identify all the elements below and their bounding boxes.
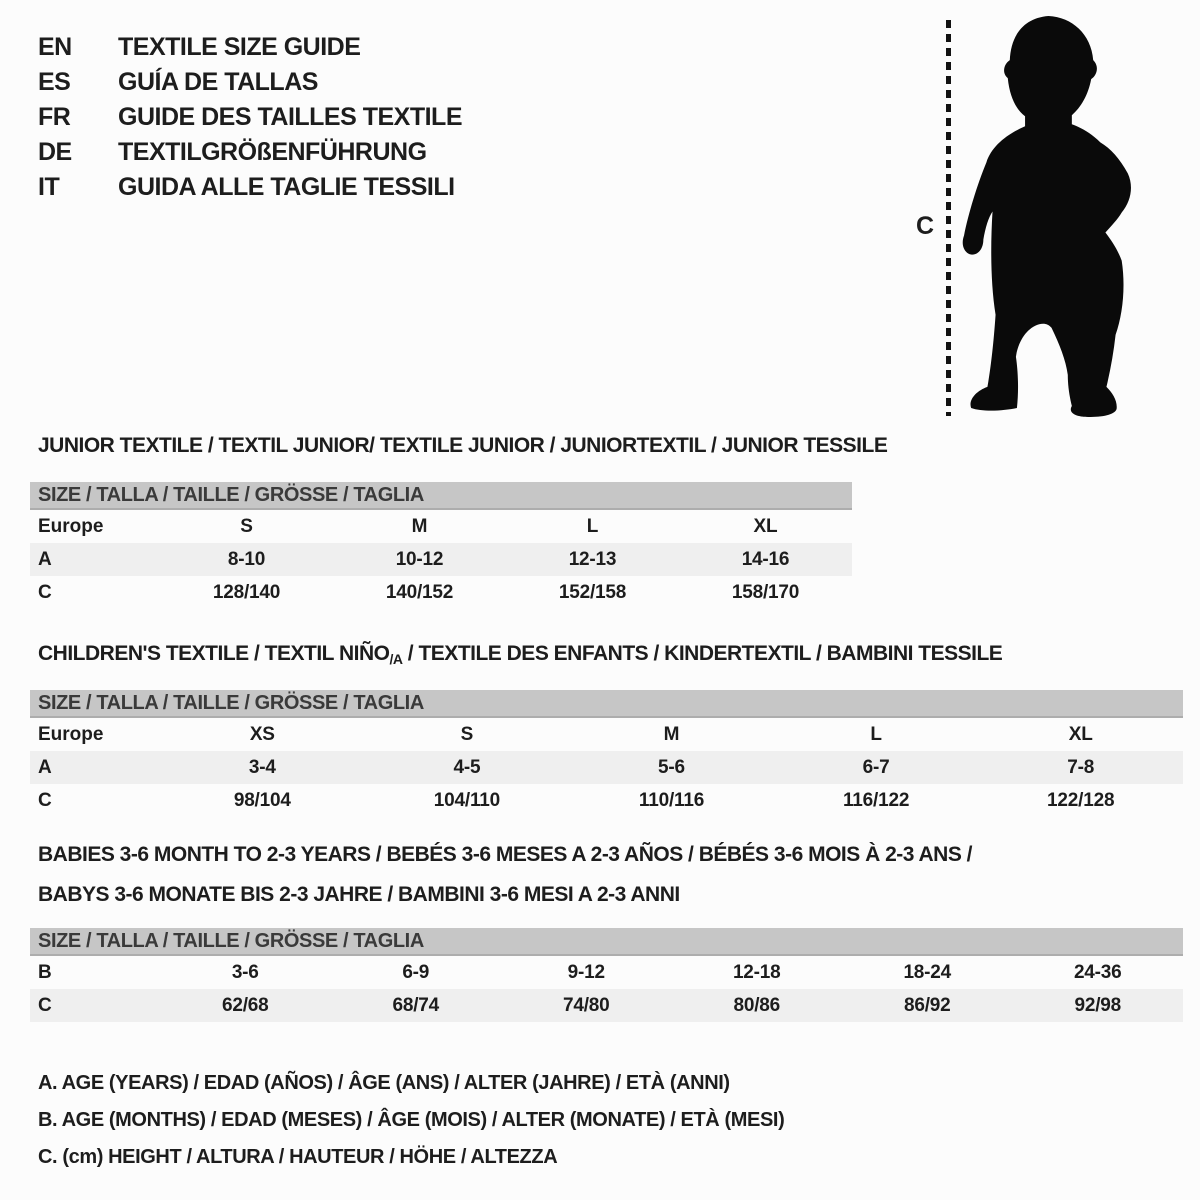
table-row: [30, 751, 1183, 784]
table-cell: XL: [753, 515, 778, 537]
size-header-bar: [30, 928, 1183, 956]
row-label: B: [38, 961, 52, 983]
children-section-title: [38, 642, 1002, 667]
table-cell: 62/68: [221, 994, 269, 1016]
row-label: C: [38, 994, 52, 1016]
size-header-bar: [30, 690, 1183, 718]
row-label: A: [38, 756, 52, 778]
language-code: ES: [38, 68, 71, 96]
legend-age-months: B. AGE (MONTHS) / EDAD (MESES) / ÂGE (MOIS) / ALTER (MONATE) / ETÀ (MESI): [38, 1109, 785, 1131]
language-title: GUÍA DE TALLAS: [118, 68, 318, 96]
language-row-fr: [38, 100, 462, 135]
table-cell: 74/80: [562, 994, 610, 1016]
language-title: GUIDA ALLE TAGLIE TESSILI: [118, 173, 455, 201]
table-cell: 8-10: [227, 548, 266, 570]
language-code: FR: [38, 103, 71, 131]
row-label: C: [38, 581, 52, 603]
height-measure-dashed-line: [946, 20, 951, 416]
table-cell: 128/140: [212, 581, 281, 603]
children-size-table: [30, 690, 1183, 817]
table-cell: 9-12: [567, 961, 605, 983]
table-cell: 140/152: [385, 581, 454, 603]
table-row: [30, 543, 852, 576]
table-cell: 92/98: [1074, 994, 1122, 1016]
row-label: Europe: [38, 723, 104, 745]
table-cell: 7-8: [1067, 756, 1095, 778]
row-label: C: [38, 789, 52, 811]
size-header-label: SIZE / TALLA / TAILLE / GRÖSSE / TAGLIA: [38, 929, 424, 952]
table-cell: S: [460, 723, 474, 745]
babies-section-title-line1: BABIES 3-6 MONTH TO 2-3 YEARS / BEBÉS 3-6 MESES A 2-3 AÑOS / BÉBÉS 3-6 MOIS À 2-3 ANS /: [38, 843, 973, 866]
language-title: GUIDE DES TAILLES TEXTILE: [118, 103, 463, 131]
table-cell: 116/122: [842, 789, 910, 811]
row-label: A: [38, 548, 52, 570]
table-cell: M: [663, 723, 680, 745]
table-cell: S: [240, 515, 253, 537]
table-cell: 6-9: [402, 961, 430, 983]
table-row: [30, 576, 852, 609]
table-row: [30, 718, 1183, 751]
table-cell: 86/92: [903, 994, 951, 1016]
table-cell: L: [586, 515, 599, 537]
table-cell: 152/158: [558, 581, 627, 603]
legend-height-cm: C. (cm) HEIGHT / ALTURA / HAUTEUR / HÖHE / ALTEZZA: [38, 1146, 558, 1168]
table-cell: XS: [249, 723, 275, 745]
table-cell: XL: [1068, 723, 1093, 745]
table-cell: 6-7: [862, 756, 890, 778]
table-cell: 24-36: [1073, 961, 1122, 983]
language-row-en: [38, 30, 462, 65]
table-cell: 5-6: [658, 756, 685, 778]
babies-section-title-line2: BABYS 3-6 MONATE BIS 2-3 JAHRE / BAMBINI 3-6 MESI A 2-3 ANNI: [38, 883, 680, 906]
table-row: [30, 510, 852, 543]
language-title-list: [38, 30, 462, 205]
language-code: DE: [38, 138, 72, 166]
table-cell: 14-16: [741, 548, 790, 570]
children-title-subscript: /A: [389, 651, 403, 667]
table-cell: 3-6: [231, 961, 259, 983]
table-cell: 4-5: [453, 756, 481, 778]
size-header-bar: [30, 482, 852, 510]
table-cell: M: [411, 515, 428, 537]
language-code: IT: [38, 173, 60, 201]
table-cell: 80/86: [733, 994, 781, 1016]
junior-size-table: [30, 482, 852, 609]
language-code: EN: [38, 33, 72, 61]
table-cell: 12-13: [568, 548, 617, 570]
table-cell: 68/74: [392, 994, 440, 1016]
table-cell: 3-4: [248, 756, 276, 778]
table-cell: 104/110: [433, 789, 500, 811]
toddler-silhouette-icon: [962, 14, 1140, 420]
height-measure-label: C: [916, 212, 935, 240]
table-row: [30, 784, 1183, 817]
table-cell: 98/104: [233, 789, 291, 811]
legend-age-years: A. AGE (YEARS) / EDAD (AÑOS) / ÂGE (ANS) / ALTER (JAHRE) / ETÀ (ANNI): [38, 1072, 730, 1094]
table-cell: 122/128: [1047, 789, 1115, 811]
size-header-label: SIZE / TALLA / TAILLE / GRÖSSE / TAGLIA: [38, 483, 424, 506]
children-title-post: / TEXTILE DES ENFANTS / KINDERTEXTIL / BAMBINI TESSILE: [402, 642, 1003, 665]
row-label: Europe: [38, 515, 104, 537]
table-cell: 110/116: [638, 789, 705, 811]
table-row: [30, 956, 1183, 989]
table-cell: L: [870, 723, 882, 745]
language-title: TEXTILGRÖßENFÜHRUNG: [118, 138, 427, 166]
table-cell: 12-18: [732, 961, 781, 983]
table-cell: 158/170: [731, 581, 800, 603]
table-row: [30, 989, 1183, 1022]
language-row-de: [38, 135, 462, 170]
size-header-label: SIZE / TALLA / TAILLE / GRÖSSE / TAGLIA: [38, 691, 424, 714]
language-row-it: [38, 170, 462, 205]
table-cell: 18-24: [903, 961, 952, 983]
junior-section-title: JUNIOR TEXTILE / TEXTIL JUNIOR/ TEXTILE JUNIOR / JUNIORTEXTIL / JUNIOR TESSILE: [38, 434, 888, 457]
children-title-pre: CHILDREN'S TEXTILE / TEXTIL NIÑO: [38, 642, 390, 665]
language-row-es: [38, 65, 462, 100]
language-title: TEXTILE SIZE GUIDE: [118, 33, 361, 61]
babies-size-table: [30, 928, 1183, 1022]
table-cell: 10-12: [395, 548, 444, 570]
